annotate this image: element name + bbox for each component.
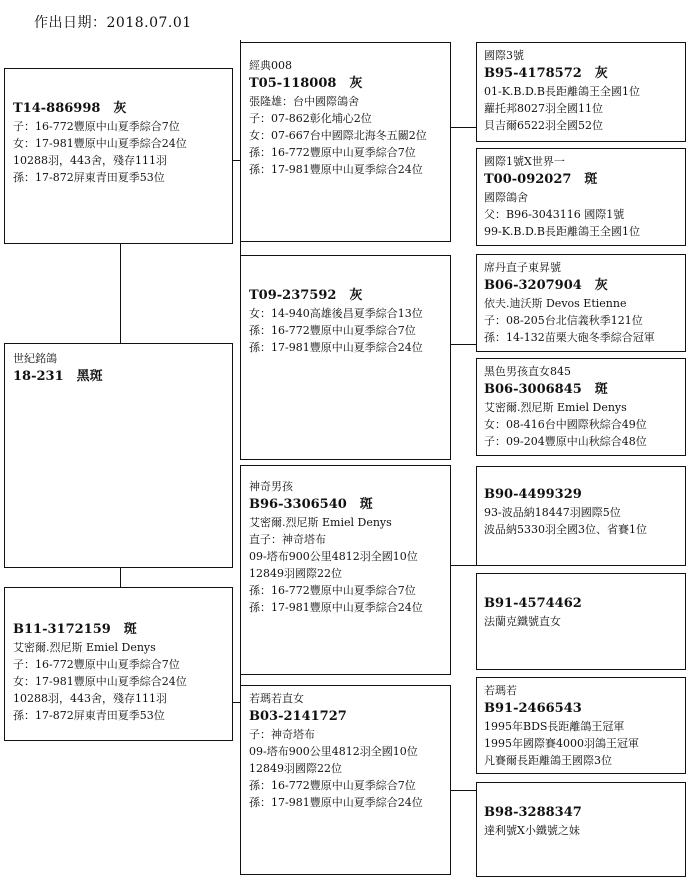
sire-line: 10288羽，443舍，殘存111羽 xyxy=(13,154,167,167)
ggp-8-ring: B98-3288347 xyxy=(484,805,582,820)
ggp-1-line: 蘿托邦8027羽全國11位 xyxy=(484,102,603,115)
dam-dam-ring: B03-2141727 xyxy=(249,709,347,724)
ggp-7-line: 1995年BDS長距離鴿王冠軍 xyxy=(484,720,625,733)
ggp-1-name: 國際3號 xyxy=(484,49,524,62)
ggp-box-6 xyxy=(476,573,686,670)
connector xyxy=(232,160,240,161)
sire-sire-box xyxy=(240,42,451,242)
ggp-2-line: 國際鴿舍 xyxy=(484,191,528,204)
sire-line: 子：16-772豐原中山夏季綜合7位 xyxy=(13,120,180,133)
dam-sire-line: 12849羽國際22位 xyxy=(249,567,342,580)
sire-box xyxy=(4,68,233,244)
sire-line: 女：17-981豐原中山夏季綜合24位 xyxy=(13,137,187,150)
subject-ring: 18-231 黑斑 xyxy=(13,369,103,384)
ggp-4-ring: B06-3006845 斑 xyxy=(484,382,608,397)
sire-dam-line: 孫：17-981豐原中山夏季綜合24位 xyxy=(249,341,423,354)
sire-sire-ring: T05-118008 灰 xyxy=(249,76,363,91)
ggp-box-3 xyxy=(476,254,686,352)
ggp-3-name: 席丹直子東昇號 xyxy=(484,261,561,274)
dam-sire-box xyxy=(240,465,451,675)
ggp-box-4 xyxy=(476,358,686,456)
connector xyxy=(120,566,121,588)
ggp-box-1 xyxy=(476,42,686,142)
dam-sire-line: 艾密爾.烈尼斯 Emiel Denys xyxy=(249,516,392,529)
dam-sire-name: 神奇男孩 xyxy=(249,480,293,493)
connector xyxy=(120,242,121,345)
ggp-4-line: 艾密爾.烈尼斯 Emiel Denys xyxy=(484,401,627,414)
subject-box xyxy=(4,343,233,568)
ggp-1-ring: B95-4178572 灰 xyxy=(484,66,608,81)
dam-sire-ring: B96-3306540 斑 xyxy=(249,497,373,512)
dam-line: 艾密爾.烈尼斯 Emiel Denys xyxy=(13,641,156,654)
ggp-4-name: 黑色男孩直女845 xyxy=(484,365,571,378)
ggp-7-name: 若瑪若 xyxy=(484,684,517,697)
ggp-box-2 xyxy=(476,148,686,246)
connector xyxy=(450,565,476,566)
ggp-5-ring: B90-4499329 xyxy=(484,487,582,502)
connector xyxy=(450,344,476,345)
sire-sire-line: 孫：16-772豐原中山夏季綜合7位 xyxy=(249,146,416,159)
dam-dam-box xyxy=(240,685,451,875)
sire-sire-line: 孫：17-981豐原中山夏季綜合24位 xyxy=(249,163,423,176)
sire-dam-line: 女：14-940高雄後昌夏季綜合13位 xyxy=(249,307,423,320)
sire-dam-ring: T09-237592 灰 xyxy=(249,288,363,303)
dam-dam-line: 子：神奇塔布 xyxy=(249,728,315,741)
ggp-6-line: 法蘭克鐵號直女 xyxy=(484,615,561,628)
dam-sire-line: 孫：16-772豐原中山夏季綜合7位 xyxy=(249,584,416,597)
dam-dam-name: 若瑪若直女 xyxy=(249,692,304,705)
dam-line: 子：16-772豐原中山夏季綜合7位 xyxy=(13,658,180,671)
sire-sire-name: 經典008 xyxy=(249,59,292,72)
dam-line: 孫：17-872屏東青田夏季53位 xyxy=(13,709,165,722)
dam-dam-line: 09-塔布900公里4812羽全國10位 xyxy=(249,745,418,758)
ggp-3-line: 依夫.迪沃斯 Devos Etienne xyxy=(484,297,627,310)
sire-dam-line: 孫：16-772豐原中山夏季綜合7位 xyxy=(249,324,416,337)
dam-dam-line: 孫：17-981豐原中山夏季綜合24位 xyxy=(249,796,423,809)
ggp-3-line: 子：08-205台北信義秋季121位 xyxy=(484,314,643,327)
ggp-3-ring: B06-3207904 灰 xyxy=(484,278,608,293)
connector xyxy=(450,790,476,791)
dam-ring: B11-3172159 斑 xyxy=(13,622,137,637)
dam-sire-line: 直子：神奇塔布 xyxy=(249,533,326,546)
dam-dam-line: 12849羽國際22位 xyxy=(249,762,342,775)
sire-ring: T14-886998 灰 xyxy=(13,101,127,116)
dam-box xyxy=(4,587,233,741)
ggp-7-line: 凡賽爾長距離鴿王國際3位 xyxy=(484,754,612,767)
ggp-4-line: 女：08-416台中國際秋綜合49位 xyxy=(484,418,647,431)
ggp-1-line: 貝吉爾6522羽全國52位 xyxy=(484,119,603,132)
ggp-2-line: 父：B96-3043116 國際1號 xyxy=(484,208,625,221)
ggp-2-line: 99-K.B.D.B長距離鴿王全國1位 xyxy=(484,225,641,238)
ggp-box-8 xyxy=(476,782,686,877)
dam-dam-line: 孫：16-772豐原中山夏季綜合7位 xyxy=(249,779,416,792)
ggp-5-line: 波品納5330羽全國3位、省賽1位 xyxy=(484,523,647,536)
dam-line: 10288羽，443舍，殘存111羽 xyxy=(13,692,167,705)
connector xyxy=(232,702,240,703)
sire-sire-line: 女：07-667台中國際北海冬五關2位 xyxy=(249,129,427,142)
sire-dam-box xyxy=(240,255,451,460)
sire-sire-line: 張隆雄：台中國際鴿舍 xyxy=(249,95,359,108)
sire-sire-line: 子：07-862彰化埔心2位 xyxy=(249,112,372,125)
subject-name: 世紀銘鴿 xyxy=(13,352,57,365)
ggp-4-line: 子：09-204豐原中山秋綜合48位 xyxy=(484,435,647,448)
dam-sire-line: 09-塔布900公里4812羽全國10位 xyxy=(249,550,418,563)
ggp-box-7 xyxy=(476,677,686,774)
sire-line: 孫：17-872屏東青田夏季53位 xyxy=(13,171,165,184)
date-created: 作出日期：2018.07.01 xyxy=(34,15,192,31)
ggp-7-line: 1995年國際賽4000羽鴿王冠軍 xyxy=(484,737,639,750)
ggp-2-ring: T00-092027 斑 xyxy=(484,172,598,187)
ggp-3-line: 孫：14-132苗栗大砲冬季綜合冠軍 xyxy=(484,331,655,344)
ggp-7-ring: B91-2466543 xyxy=(484,701,582,716)
ggp-2-name: 國際1號X世界一 xyxy=(484,155,565,168)
ggp-1-line: 01-K.B.D.B長距離鴿王全國1位 xyxy=(484,85,641,98)
dam-line: 女：17-981豐原中山夏季綜合24位 xyxy=(13,675,187,688)
ggp-5-line: 93-波品納18447羽國際5位 xyxy=(484,506,621,519)
dam-sire-line: 孫：17-981豐原中山夏季綜合24位 xyxy=(249,601,423,614)
ggp-6-ring: B91-4574462 xyxy=(484,596,582,611)
ggp-box-5 xyxy=(476,466,686,566)
ggp-8-line: 達利號X小鐵號之妹 xyxy=(484,824,580,837)
connector xyxy=(450,127,476,128)
